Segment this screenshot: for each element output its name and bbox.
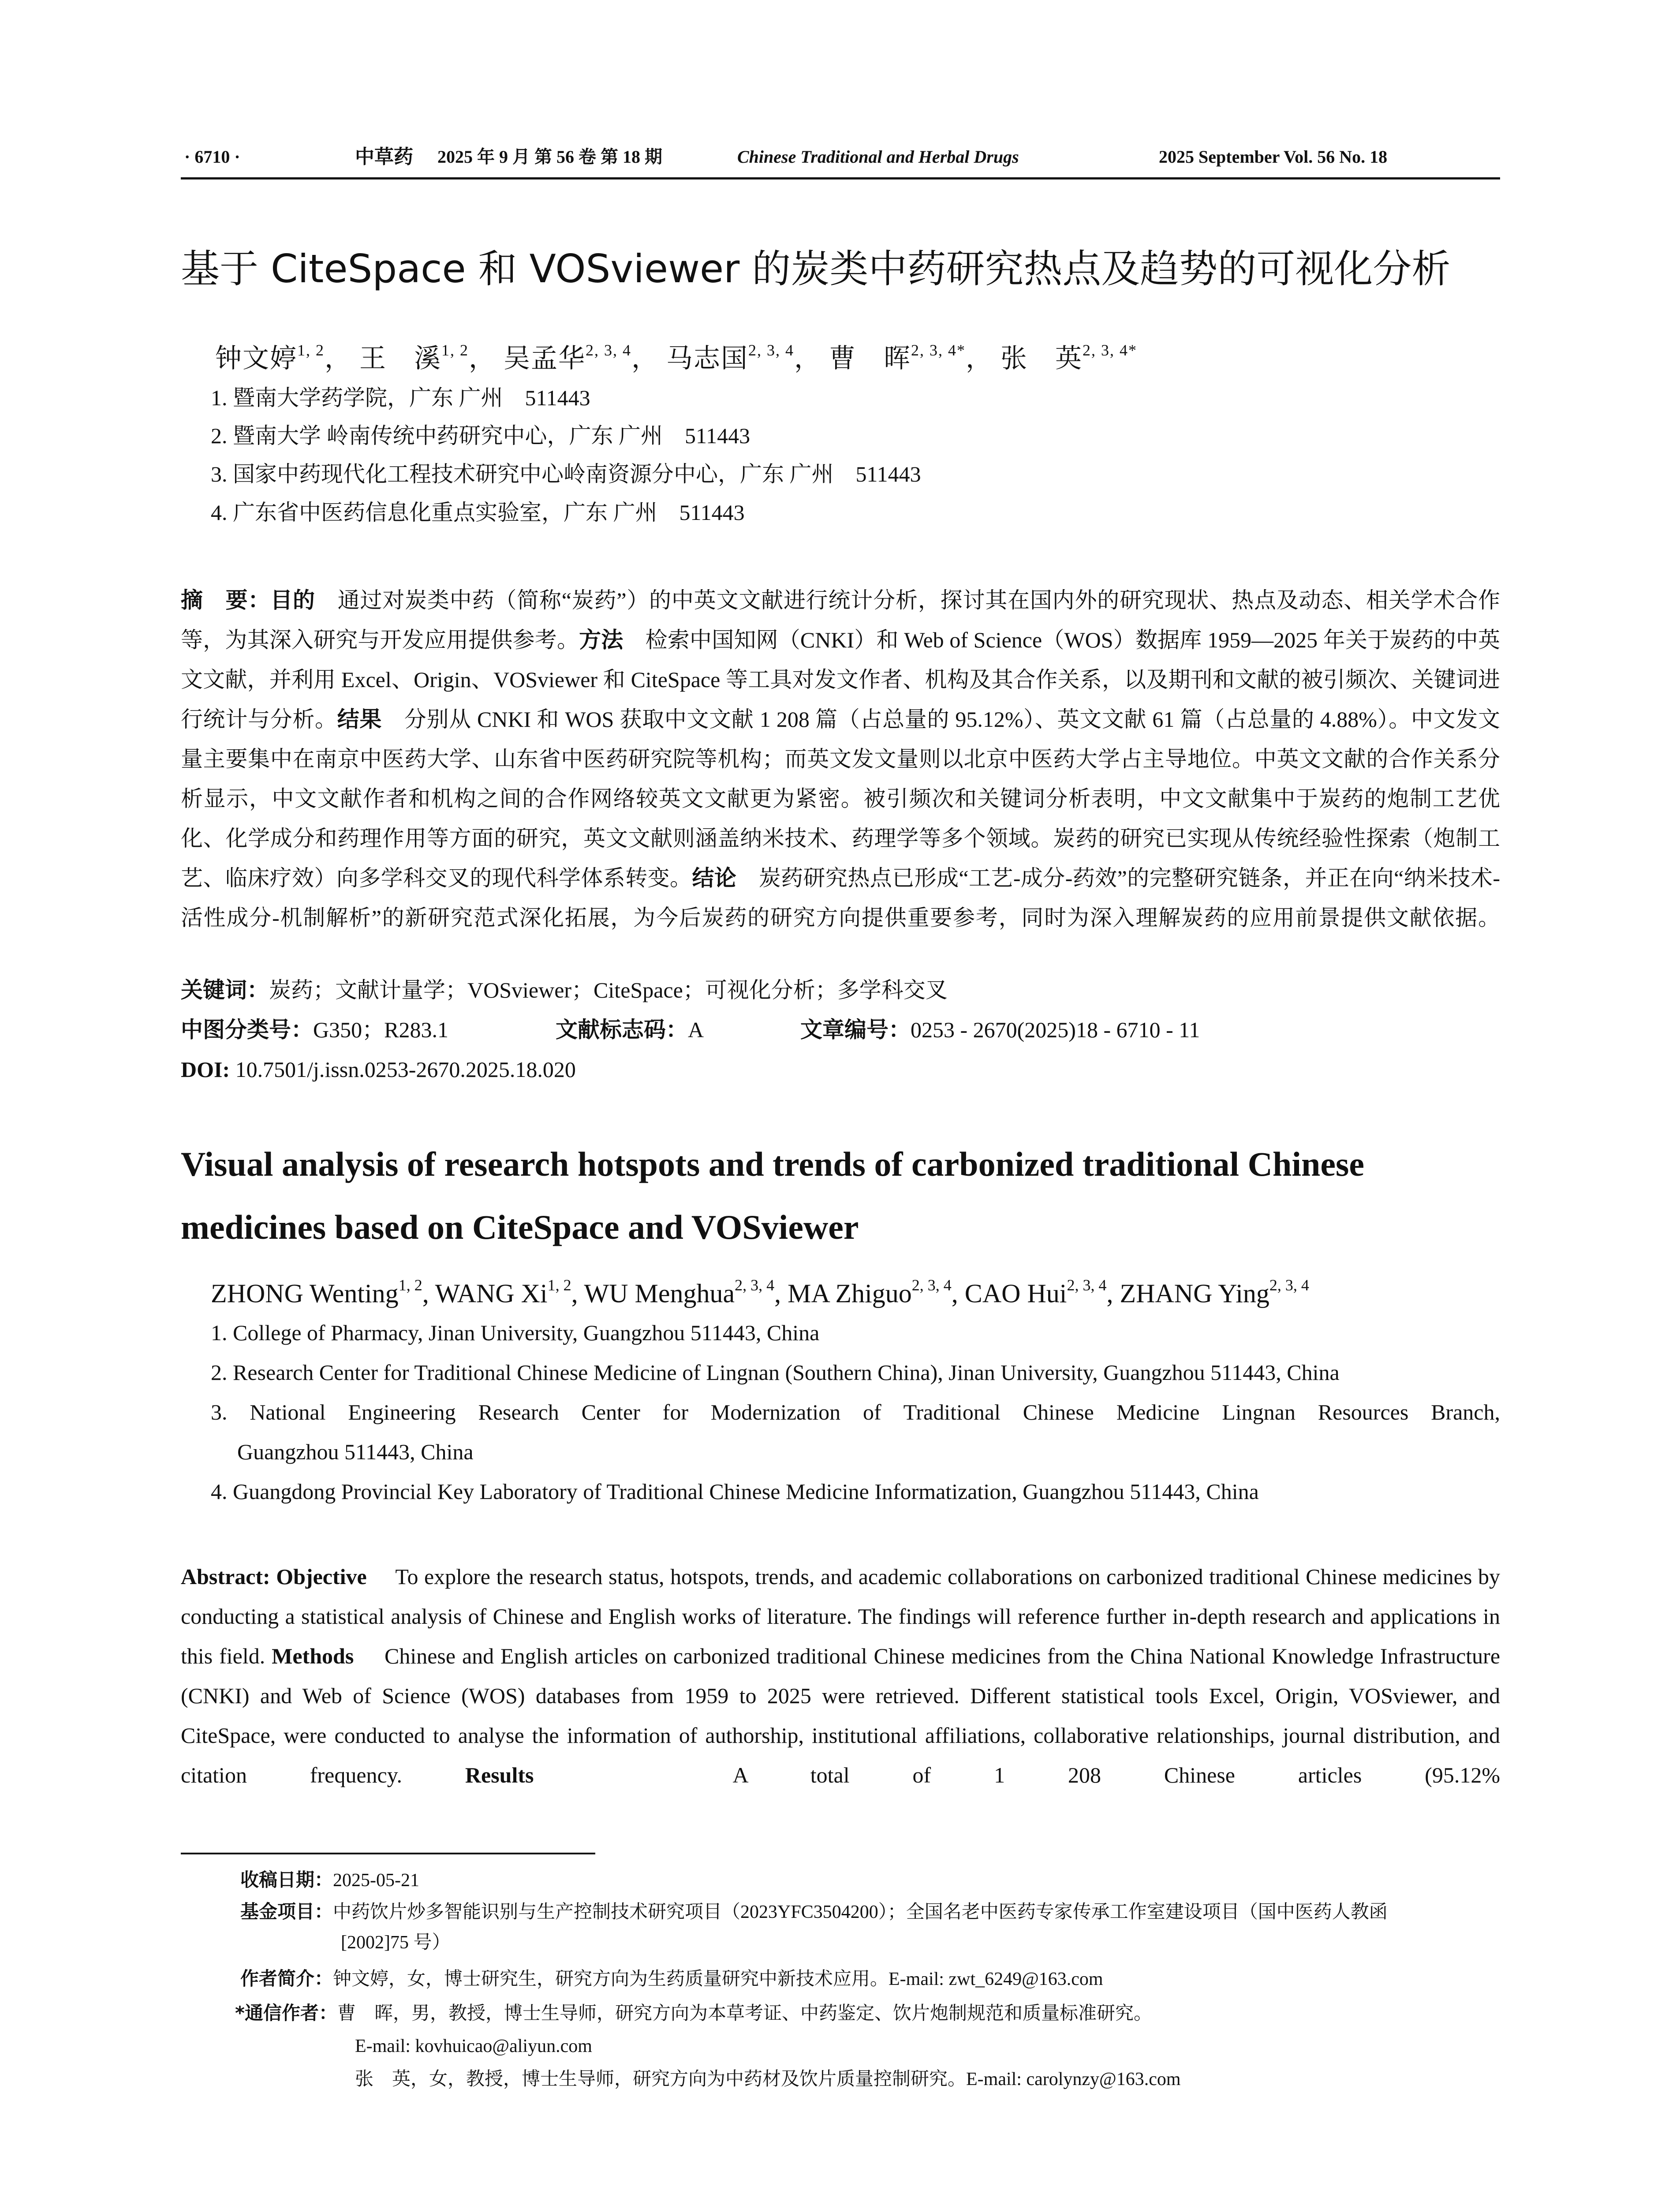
author-name: 曹 晖 xyxy=(829,344,911,373)
corresponding-label: *通信作者： xyxy=(235,2002,337,2024)
author-affiliation-marks: 2, 3, 4 xyxy=(748,341,794,359)
article-no-label: 文章编号： xyxy=(800,1017,911,1043)
author-affiliation-marks: 1, 2 xyxy=(441,341,469,359)
author-name: ZHONG Wenting xyxy=(211,1279,399,1308)
author-name: 张 英 xyxy=(1001,344,1083,373)
author-affiliation-marks: 2, 3, 4 xyxy=(735,1276,775,1294)
affiliation-cn-2: 2. 暨南大学 岭南传统中药研究中心，广东 广州 511443 xyxy=(211,423,750,448)
keywords-text-cn: 炭药；文献计量学；VOSviewer；CiteSpace；可视化分析；多学科交叉 xyxy=(269,978,948,1002)
page-number: · 6710 · xyxy=(184,147,240,167)
running-header xyxy=(181,144,1499,175)
corresponding-author-2: 张 英，女，教授，博士生导师，研究方向为中药材及饮片质量控制研究。E-mail: carolynzy@163.com xyxy=(355,2069,1181,2089)
affiliation-en-3: 3. National Engineering Research Center for Modernization of Traditional Chinese Medicine Lingnan Resources Branch, xyxy=(211,1400,1500,1424)
affiliation-en-3-continued xyxy=(211,1432,1500,1472)
author-name: MA Zhiguo xyxy=(788,1279,912,1308)
author-list-cn: 钟文婷$^{1, 2}$， 王 溪$^{1, 2}$， 吴孟华$^{2, 3, 4}$， 马志国$^{2, 3, 4}$， 曹 晖$^{2, 3, 4*}$， 张 英$^{2, 3, 4*}$ xyxy=(215,341,1137,373)
issue-en: 2025 September Vol. 56 No. 18 xyxy=(1159,147,1388,167)
affiliation-cn-4: 4. 广东省中医药信息化重点实验室，广东 广州 511443 xyxy=(211,500,745,525)
received-date xyxy=(240,1865,419,1896)
corresponding-author-1 xyxy=(235,1998,1152,2029)
results-text-en: A total of 1 208 Chinese articles (95.12% xyxy=(732,1763,1500,1787)
author-affiliation-marks: 2, 3, 4 xyxy=(1269,1276,1309,1294)
fund-label: 基金项目： xyxy=(240,1901,333,1922)
conclusion-label-cn: 结论 xyxy=(692,865,737,891)
affiliation-en-4: 4. Guangdong Provincial Key Laboratory of Traditional Chinese Medicine Informatization, Guangzhou 511443, China xyxy=(211,1479,1259,1504)
affiliation-cn-1: 1. 暨南大学药学院，广东 广州 511443 xyxy=(211,385,590,410)
received-value: 2025-05-21 xyxy=(333,1870,419,1891)
clc-value: G350；R283.1 xyxy=(313,1017,448,1042)
abstract-en xyxy=(181,1557,1500,1795)
journal-name-en: Chinese Traditional and Herbal Drugs xyxy=(737,147,1019,167)
author-name: WANG Xi xyxy=(435,1279,548,1308)
doi-line xyxy=(181,1050,1500,1089)
author-affiliation-marks: 2, 3, 4 xyxy=(911,1276,952,1294)
doi-link[interactable]: 10.7501/j.issn.0253-2670.2025.18.020 xyxy=(235,1057,576,1082)
author-name: ZHANG Ying xyxy=(1120,1279,1269,1308)
article-title-en: Visual analysis of research hotspots and trends of carbonized traditional Chinese medicines based on CiteSpace and VOSviewer xyxy=(181,1145,1364,1246)
doi-label: DOI: xyxy=(181,1057,230,1082)
abstract-label-cn: 摘 要： xyxy=(181,587,271,613)
methods-label-cn: 方法 xyxy=(579,627,623,653)
author-affiliation-marks: 2, 3, 4* xyxy=(911,341,966,359)
journal-logo: 中草药 xyxy=(355,146,413,168)
fund-text-line2: [2002]75 号） xyxy=(341,1932,451,1953)
affiliation-cn-3: 3. 国家中药现代化工程技术研究中心岭南资源分中心，广东 广州 511443 xyxy=(211,462,921,486)
corresponding-text-1: 曹 晖，男，教授，博士生导师，研究方向为本草考证、中药鉴定、饮片炮制规范和质量标准研究。 xyxy=(337,2003,1152,2024)
author-affiliation-marks: 1, 2 xyxy=(547,1276,571,1294)
author-affiliation-marks: 2, 3, 4* xyxy=(1083,341,1137,359)
author-list-en: ZHONG Wenting$^{1, 2}$, WANG Xi$^{1, 2}$, WU Menghua$^{2, 3, 4}$, MA Zhiguo$^{2, 3, 4}$, CAO Hui$^{2, 3, 4}$, ZHANG Ying$^{2, 3, 4}$ xyxy=(211,1276,1309,1308)
doc-code-value: A xyxy=(688,1017,704,1042)
objective-label-cn: 目的 xyxy=(270,587,315,613)
author-name: WU Menghua xyxy=(584,1279,735,1308)
author-name: CAO Hui xyxy=(964,1279,1067,1308)
keywords-cn xyxy=(181,970,1500,1010)
author-name: 吴孟华 xyxy=(504,344,586,373)
objective-text-cn: 通过对炭类中药（简称“炭药”）的中英文文献进行统计分析，探讨其在国内外的研究现状、热点及动态、相关学术合作等，为其深入研究与开发应用提供参考。 xyxy=(181,588,1501,652)
article-title-cn: 基于 CiteSpace 和 VOSviewer 的炭类中药研究热点及趋势的可视化分析 xyxy=(181,246,1451,292)
author-affiliation-marks: 1, 2 xyxy=(297,341,325,359)
author-affiliation-marks: 2, 3, 4 xyxy=(1067,1276,1107,1294)
corresponding-email-1[interactable]: E-mail: kovhuicao@aliyun.com xyxy=(355,2036,592,2056)
abstract-cn xyxy=(181,580,1500,938)
objective-text-en: To explore the research status, hotspots, trends, and academic collaborations on carbonized traditional Chinese medicines by conducting a statistical analysis of Chinese and English works of literature. The findings will reference further in-depth research and applications in this field. xyxy=(181,1564,1500,1668)
fund-info xyxy=(240,1896,1388,1928)
author-bio-text: 钟文婷，女，博士研究生，研究方向为生药质量研究中新技术应用。E-mail: zwt_6249@163.com xyxy=(333,1969,1103,1989)
conclusion-text-cn: 炭药研究热点已形成“工艺-成分-药效”的完整研究链条，并正在向“纳米技术-活性成分-机制解析”的新研究范式深化拓展，为今后炭药的研究方向提供重要参考，同时为深入理解炭药的应用前景提供文献依据。 xyxy=(181,866,1501,930)
author-name: 马志国 xyxy=(666,344,748,373)
author-name: 钟文婷 xyxy=(215,344,297,373)
clc-label: 中图分类号： xyxy=(181,1017,313,1043)
author-bio xyxy=(240,1963,1103,1995)
affiliation-en-3-city: Guangzhou 511443, China xyxy=(237,1439,474,1464)
header-rule xyxy=(181,177,1500,179)
classification-line xyxy=(181,1010,1500,1050)
results-label-cn: 结果 xyxy=(337,706,382,732)
results-text-cn: 分别从 CNKI 和 WOS 获取中文文献 1 208 篇（占总量的 95.12%）、英文文献 61 篇（占总量的 4.88%）。中文发文量主要集中在南京中医药大学、山东省中医药研究院等机构；而英文发文量则以北京中医药大学占主导地位。中英文文献的合作关系分析显示，中文文献作者和机构之间的合作网络较英文文献更为紧密。被引频次和关键词分析表明，中文文献集中于炭药的炮制工艺优化、化学成分和药理作用等方面的研究，英文文献则涵盖纳米技术、药理学等多个领域。炭药的研究已实现从传统经验性探索（炮制工艺、临床疗效）向多学科交叉的现代科学体系转变。 xyxy=(181,707,1501,890)
results-label-en: Results xyxy=(465,1763,534,1787)
author-affiliation-marks: 1, 2 xyxy=(398,1276,422,1294)
abstract-label-en: Abstract: Objective xyxy=(181,1564,367,1589)
methods-label-en: Methods xyxy=(272,1644,354,1668)
author-name: 王 溪 xyxy=(359,344,441,373)
footnote-rule xyxy=(181,1853,595,1854)
issue-cn: 2025 年 9 月 第 56 卷 第 18 期 xyxy=(437,147,662,167)
keywords-label-cn: 关键词： xyxy=(181,977,269,1003)
author-affiliation-marks: 2, 3, 4 xyxy=(586,341,631,359)
affiliation-en-1: 1. College of Pharmacy, Jinan University, Guangzhou 511443, China xyxy=(211,1320,820,1345)
affiliation-en-2: 2. Research Center for Traditional Chinese Medicine of Lingnan (Southern China), Jinan University, Guangzhou 511443, China xyxy=(211,1360,1340,1385)
methods-text-en: Chinese and English articles on carbonized traditional Chinese medicines from the China National Knowledge Infrastructure (CNKI) and Web of Science (WOS) databases from 1959 to 2025 were retrieved. Different statistical tools Excel, Origin, VOSviewer, and CiteSpace, were conducted to analyse the information of authorship, institutional affiliations, collaborative relationships, journal distribution, and citation frequency. xyxy=(181,1644,1501,1787)
article-no-value: 0253 - 2670(2025)18 - 6710 - 11 xyxy=(911,1017,1200,1042)
received-label: 收稿日期： xyxy=(240,1869,333,1891)
fund-text-line1: 中药饮片炒多智能识别与生产控制技术研究项目（2023YFC3504200）；全国名老中医药专家传承工作室建设项目（国中医药人教函 xyxy=(333,1902,1388,1922)
doc-code-label: 文献标志码： xyxy=(556,1017,688,1043)
methods-text-cn: 检索中国知网（CNKI）和 Web of Science（WOS）数据库 1959—2025 年关于炭药的中英文文献，并利用 Excel、Origin、VOSviewer 和 CiteSpace 等工具对发文作者、机构及其合作关系，以及期刊和文献的被引频次、关键词进行统计与分析。 xyxy=(181,628,1501,732)
author-bio-label: 作者简介： xyxy=(240,1968,333,1989)
